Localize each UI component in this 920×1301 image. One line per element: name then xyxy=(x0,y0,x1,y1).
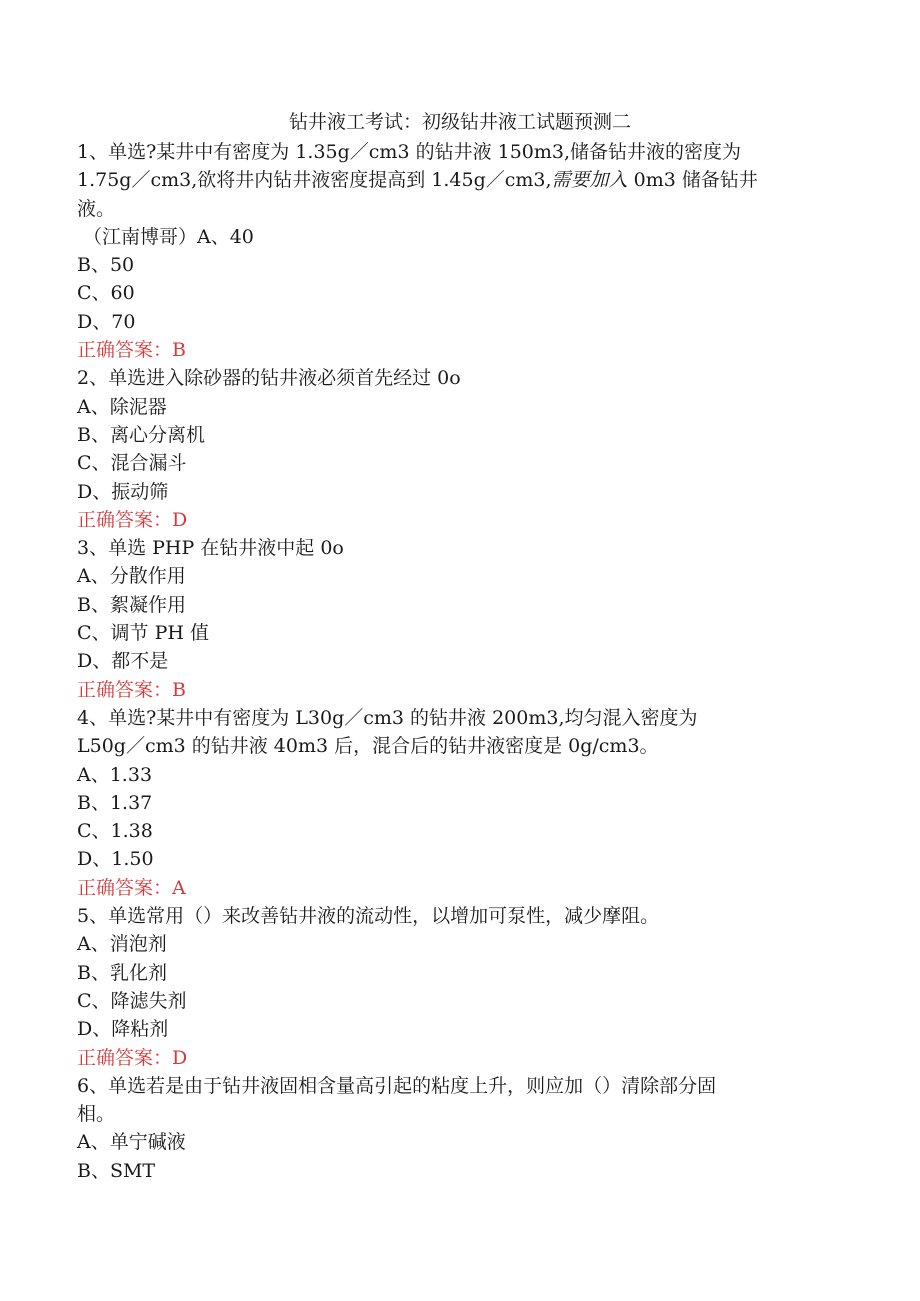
question-block-1 xyxy=(77,138,812,364)
question-text: 5、单选常用（）来改善钻井液的流动性，以增加可泵性，减少摩阻。 xyxy=(77,905,660,928)
option: A、分散作用 xyxy=(77,565,186,588)
option: C、调节 PH 值 xyxy=(77,622,209,645)
question-text: 1.75g／cm3,欲将井内钻井液密度提高到 1.45g／cm3,需要加入 0m3 储备钻井 xyxy=(77,169,758,192)
option: B、乳化剂 xyxy=(77,961,167,984)
option: D、降粘剂 xyxy=(77,1018,169,1041)
correct-answer: 正确答案：A xyxy=(77,876,186,899)
question-block-3 xyxy=(77,534,812,704)
option: D、都不是 xyxy=(77,650,169,673)
option: D、1.50 xyxy=(77,848,154,871)
question-text: 3、单选 PHP 在钻井液中起 0o xyxy=(77,537,344,560)
option: A、单宁碱液 xyxy=(77,1131,186,1154)
question-text: L50g／cm3 的钻井液 40m3 后，混合后的钻井液密度是 0g/cm3。 xyxy=(77,735,659,758)
question-block-5 xyxy=(77,902,812,1072)
correct-answer: 正确答案：B xyxy=(77,678,186,701)
question-text: 6、单选若是由于钻井液固相含量高引起的粘度上升，则应加（）清除部分固 xyxy=(77,1074,717,1097)
question-block-2 xyxy=(77,364,812,534)
option: C、60 xyxy=(77,282,135,305)
correct-answer: 正确答案：B xyxy=(77,339,186,362)
option: D、振动筛 xyxy=(77,480,169,503)
option: B、SMT xyxy=(77,1159,156,1182)
option: B、离心分离机 xyxy=(77,423,205,446)
option: B、50 xyxy=(77,254,135,277)
option: A、1.33 xyxy=(77,763,153,786)
question-text: 相。 xyxy=(77,1103,116,1126)
question-text: 2、单选进入除砂器的钻井液必须首先经过 0o xyxy=(77,367,461,390)
option: C、降滤失剂 xyxy=(77,989,187,1012)
question-source-option: （江南博哥）A、40 xyxy=(83,225,254,248)
correct-answer: 正确答案：D xyxy=(77,508,188,531)
question-text: 液。 xyxy=(77,197,116,220)
question-text: 1、单选?某井中有密度为 1.35g／cm3 的钻井液 150m3,储备钻井液的密度为 xyxy=(77,141,742,163)
question-text: 4、单选?某井中有密度为 L30g／cm3 的钻井液 200m3,均匀混入密度为 xyxy=(77,706,698,729)
question-block-4 xyxy=(77,704,812,902)
option: C、1.38 xyxy=(77,820,153,843)
question-list xyxy=(77,138,812,1185)
option: A、除泥器 xyxy=(77,395,167,418)
option: A、消泡剂 xyxy=(77,933,167,956)
question-block-6 xyxy=(77,1072,812,1185)
document-title: 钻井液工考试：初级钻井液工试题预测二 xyxy=(288,111,631,133)
option: D、70 xyxy=(77,310,136,333)
question-text-italic: 需要加入 xyxy=(551,169,628,192)
option: B、絮凝作用 xyxy=(77,593,186,616)
correct-answer: 正确答案：D xyxy=(77,1046,188,1069)
option: B、1.37 xyxy=(77,791,153,814)
option: C、混合漏斗 xyxy=(77,452,187,475)
